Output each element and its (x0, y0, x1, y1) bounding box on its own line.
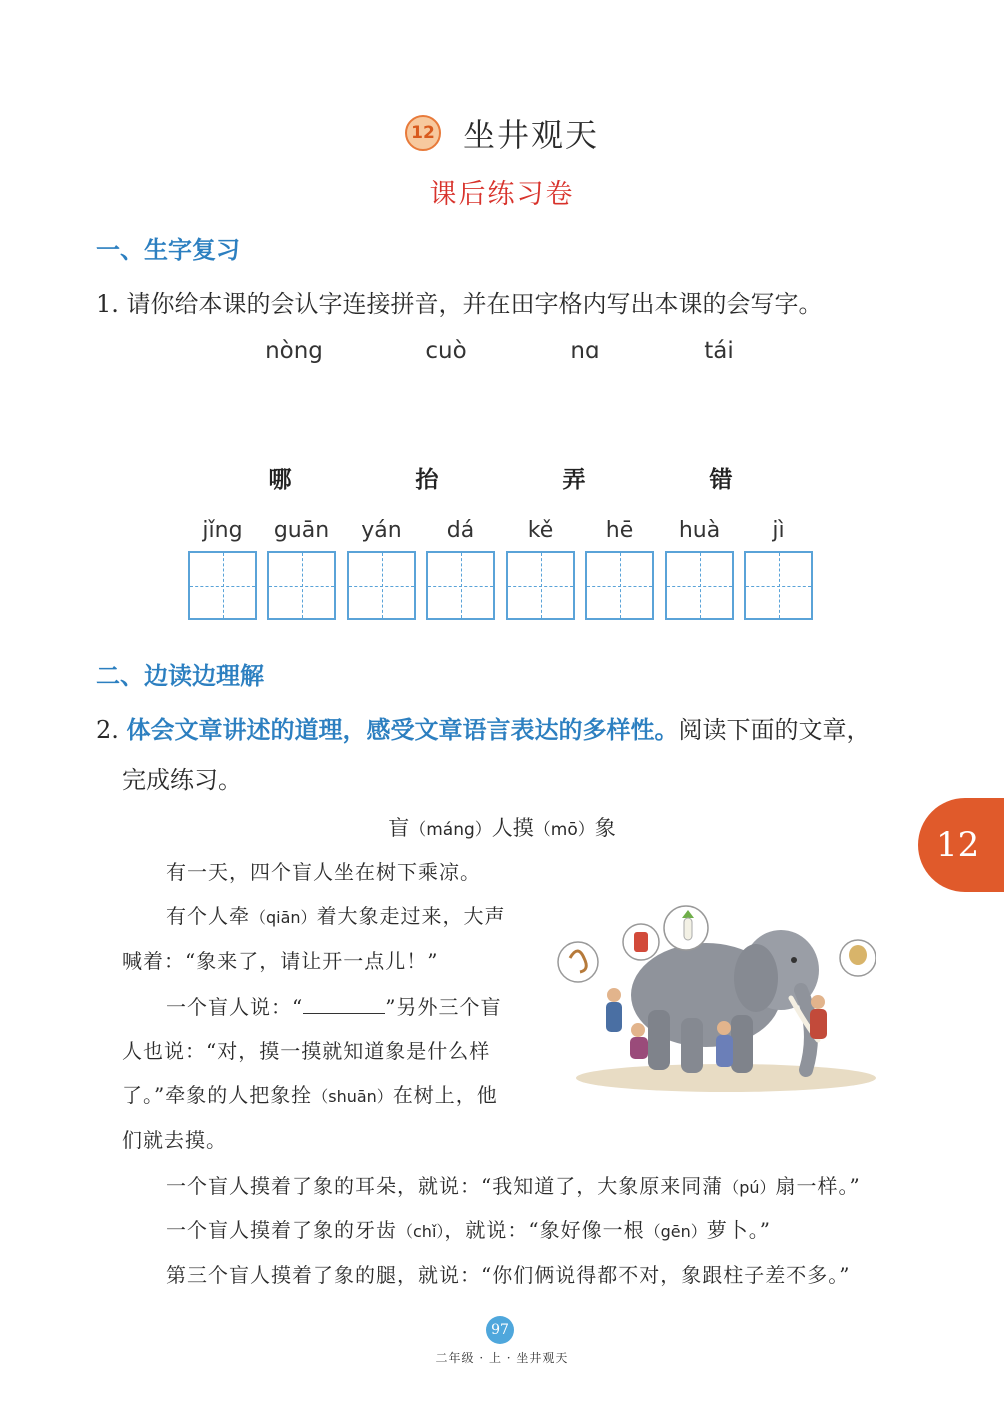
page-number: 97 (486, 1316, 514, 1344)
lesson-number-badge: 12 (405, 115, 441, 151)
writing-grid-cell[interactable] (506, 551, 575, 620)
pinyin-cuo: cuò (425, 338, 467, 364)
grid-pinyin: yán (361, 518, 402, 543)
question2-line2: 完成练习。 (122, 766, 242, 794)
story-paragraph: 了。”牵象的人把象拴（shuān）在树上，他 (122, 1083, 498, 1107)
grid-pinyin: jǐng (202, 518, 243, 543)
elephant-illustration (556, 900, 876, 1100)
grid-pinyin: guān (273, 518, 330, 543)
question2-number: 2. (96, 716, 127, 744)
section1-heading: 一、生字复习 (96, 236, 240, 264)
question2-rest: 阅读下面的文章， (678, 716, 871, 744)
hanzi-tai: 抬 (415, 466, 439, 493)
story-paragraph: 们就去摸。 (122, 1128, 227, 1152)
grid-pinyin: jì (772, 518, 785, 543)
writing-grid-cell[interactable] (267, 551, 336, 620)
lesson-header (0, 110, 1004, 156)
grid-pinyin: hē (605, 518, 634, 543)
question1-text: 1. 请你给本课的会认字连接拼音，并在田字格内写出本课的会写字。 (96, 290, 823, 318)
writing-grid-cell[interactable] (665, 551, 734, 620)
story-paragraph: 一个盲人说：“ ”另外三个盲 (166, 995, 502, 1019)
chapter-side-tab: 12 (918, 798, 1004, 892)
hanzi-na: 哪 (268, 466, 292, 493)
footer-text: 二年级 · 上 · 坐井观天 (435, 1351, 569, 1365)
answer-blank[interactable] (303, 995, 385, 1014)
story-paragraph: 一个盲人摸着了象的牙齿（chǐ），就说：“象好像一根（gēn）萝卜。” (166, 1218, 772, 1242)
story-paragraph: 有一天，四个盲人坐在树下乘凉。 (166, 860, 481, 884)
hanzi-cuo: 错 (709, 466, 733, 493)
grid-pinyin: dá (446, 518, 475, 543)
story-paragraph: 第三个盲人摸着了象的腿，就说：“你们俩说得都不对，象跟柱子差不多。” (166, 1263, 851, 1287)
pinyin-tai: tái (704, 338, 734, 364)
writing-grid-cell[interactable] (585, 551, 654, 620)
pinyin-na: nɑ (570, 338, 600, 364)
hanzi-nong: 弄 (562, 466, 586, 493)
pinyin-nong: nòng (265, 338, 323, 364)
grid-pinyin: kě (527, 518, 554, 543)
writing-grid-cell[interactable] (744, 551, 813, 620)
writing-grid-cell[interactable] (188, 551, 257, 620)
writing-grid-cell[interactable] (426, 551, 495, 620)
question2-text (96, 710, 871, 745)
story-paragraph: 人也说：“对，摸一摸就知道象是什么样 (122, 1039, 491, 1063)
grid-pinyin: huà (678, 518, 721, 543)
story-title: 盲（máng）人摸（mō）象 (388, 816, 616, 840)
story-paragraph: 一个盲人摸着了象的耳朵，就说：“我知道了，大象原来同蒲（pú）扇一样。” (166, 1174, 861, 1198)
lesson-title: 坐井观天 (462, 116, 599, 154)
story-paragraph: 喊着：“象来了，请让开一点儿！” (122, 949, 439, 973)
writing-grid-cell[interactable] (347, 551, 416, 620)
story-paragraph: 有个人牵（qiān）着大象走过来，大声 (166, 904, 506, 928)
section2-heading: 二、边读边理解 (96, 662, 264, 690)
page-subtitle: 课后练习卷 (429, 179, 575, 210)
question2-emphasis: 体会文章讲述的道理，感受文章语言表达的多样性。 (126, 716, 679, 744)
